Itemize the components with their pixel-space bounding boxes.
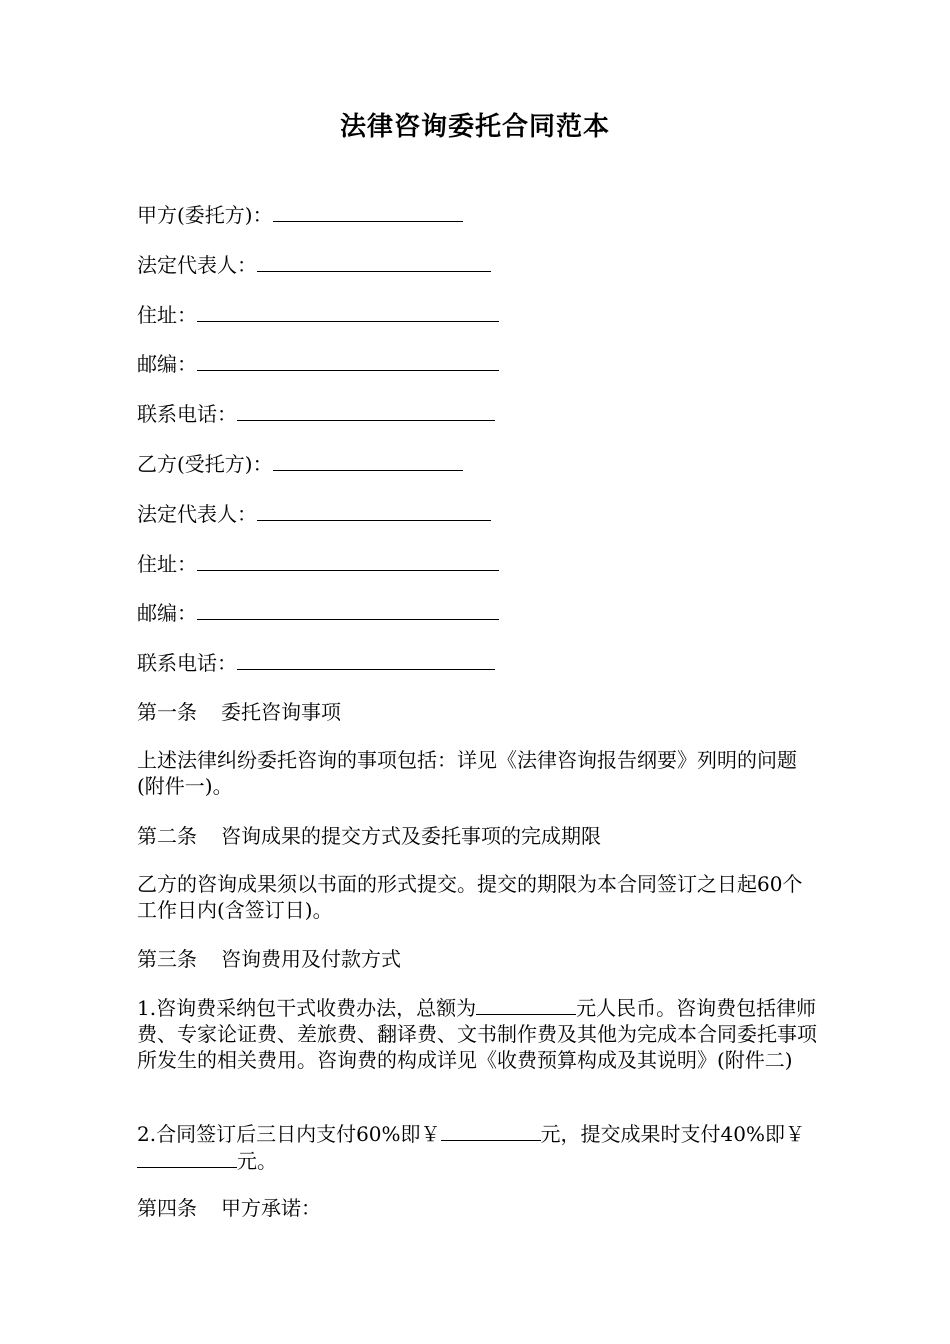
party-a-postcode-blank bbox=[197, 350, 499, 371]
article-3-item-2-part-3: 元。 bbox=[237, 1149, 277, 1173]
total-fee-blank bbox=[476, 994, 576, 1015]
article-1-text: 上述法律纠纷委托咨询的事项包括：详见《法律咨询报告纲要》列明的问题(附件一)。 bbox=[137, 748, 797, 798]
party-b-phone-label: 联系电话： bbox=[137, 651, 237, 675]
party-b-address-label: 住址： bbox=[137, 552, 197, 576]
article-2-title: 咨询成果的提交方式及委托事项的完成期限 bbox=[221, 824, 601, 848]
party-b-address-line bbox=[137, 550, 499, 577]
party-b-phone-line bbox=[137, 649, 495, 676]
article-4-title: 甲方承诺： bbox=[221, 1196, 321, 1220]
article-1-heading bbox=[137, 699, 341, 725]
article-3-item-1-suffix: 元人民币。咨询费包括律师费、专家论证费、差旅费、翻译费、文书制作费及其他为完成本合同委托事项所发生的相关费用。咨询费的构成详见《收费预算构成及其说明》(附件二) bbox=[137, 996, 817, 1072]
party-b-blank bbox=[273, 450, 463, 471]
party-b-postcode-line bbox=[137, 599, 499, 626]
party-a-postcode-label: 邮编： bbox=[137, 352, 197, 376]
party-b-postcode-label: 邮编： bbox=[137, 601, 197, 625]
article-1-title: 委托咨询事项 bbox=[221, 700, 341, 724]
document-title: 法律咨询委托合同范本 bbox=[339, 112, 610, 142]
article-3-item-2-part-1: 2.合同签订后三日内支付60%即￥ bbox=[137, 1122, 441, 1146]
party-b-address-blank bbox=[197, 550, 499, 571]
party-a-label: 甲方(委托方)： bbox=[137, 203, 273, 227]
party-b-rep-blank bbox=[257, 500, 491, 521]
article-3-heading bbox=[137, 946, 401, 972]
article-1-number: 第一条 bbox=[137, 700, 197, 724]
party-a-postcode-line bbox=[137, 350, 499, 377]
party-a-address-line bbox=[137, 301, 499, 328]
party-a-rep-line bbox=[137, 251, 491, 278]
party-b-label: 乙方(受托方)： bbox=[137, 452, 273, 476]
party-a-phone-blank bbox=[237, 400, 495, 421]
party-b-rep-label: 法定代表人： bbox=[137, 502, 257, 526]
article-3-item-2-part-2: 元，提交成果时支付40%即￥ bbox=[540, 1122, 805, 1146]
party-a-phone-line bbox=[137, 400, 495, 427]
article-4-heading bbox=[137, 1195, 321, 1221]
article-3-item-2 bbox=[137, 1120, 817, 1174]
article-3-number: 第三条 bbox=[137, 947, 197, 971]
second-payment-blank bbox=[137, 1147, 237, 1168]
party-a-phone-label: 联系电话： bbox=[137, 402, 237, 426]
article-4-number: 第四条 bbox=[137, 1196, 197, 1220]
party-a-rep-label: 法定代表人： bbox=[137, 253, 257, 277]
article-2-number: 第二条 bbox=[137, 824, 197, 848]
first-payment-blank bbox=[441, 1120, 541, 1141]
article-3-item-1-prefix: 1.咨询费采纳包干式收费办法，总额为 bbox=[137, 996, 477, 1020]
party-b-line bbox=[137, 450, 463, 477]
article-2-heading bbox=[137, 823, 601, 849]
party-a-address-blank bbox=[197, 301, 499, 322]
party-b-rep-line bbox=[137, 500, 491, 527]
article-3-title: 咨询费用及付款方式 bbox=[221, 947, 401, 971]
article-2-text: 乙方的咨询成果须以书面的形式提交。提交的期限为本合同签订之日起60个工作日内(含签订日)。 bbox=[137, 872, 803, 922]
party-b-postcode-blank bbox=[197, 599, 499, 620]
party-a-rep-blank bbox=[257, 251, 491, 272]
article-3-item-1 bbox=[137, 994, 817, 1073]
party-a-line bbox=[137, 201, 463, 228]
party-a-address-label: 住址： bbox=[137, 303, 197, 327]
party-b-phone-blank bbox=[237, 649, 495, 670]
party-a-blank bbox=[273, 201, 463, 222]
